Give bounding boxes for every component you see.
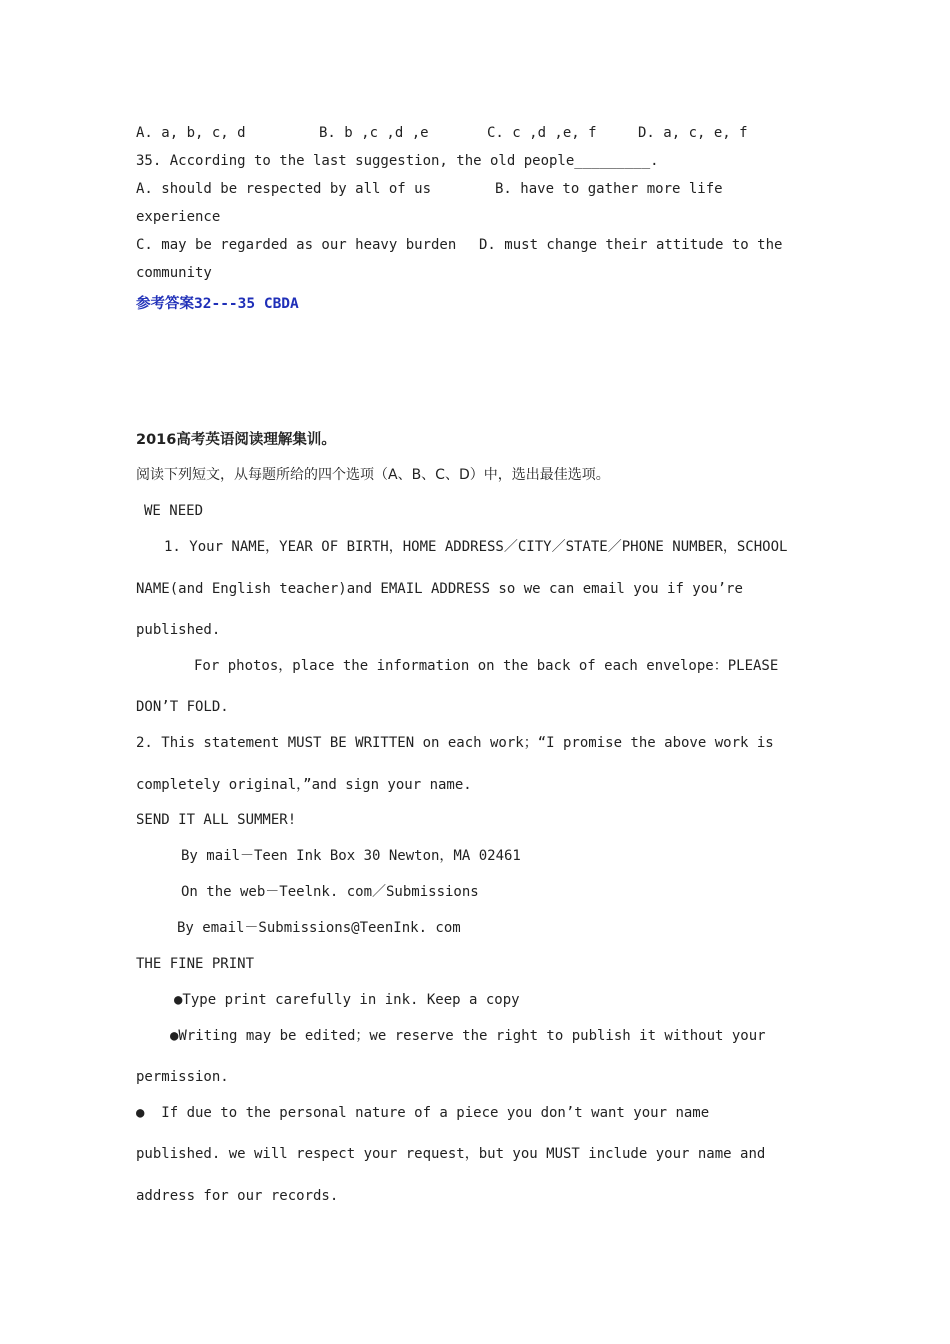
bullet-2-line1: ●Writing may be edited；we reserve the right to publish it without your (170, 1028, 766, 1044)
fine-print-heading: THE FINE PRINT (136, 956, 255, 972)
q35-stem: 35. According to the last suggestion, the old people_________. (136, 153, 659, 169)
bullet-3-line2: published. we will respect your request，but you MUST include your name and (136, 1146, 766, 1162)
answer-key: 参考答案32---35 CBDA (136, 296, 299, 312)
by-email: By email－Submissions@TeenInk. com (177, 920, 461, 936)
q35-option-b: B. have to gather more life (495, 181, 723, 197)
item1-line1: 1. Your NAME，YEAR OF BIRTH，HOME ADDRESS／CITY／STATE／PHONE NUMBER，SCHOOL (164, 539, 788, 555)
q35-option-d-cont: community (136, 265, 212, 281)
instruction: 阅读下列短文，从每题所给的四个选项（A、B、C、D）中，选出最佳选项。 (136, 467, 610, 483)
item2-line2: completely original，”and sign your name. (136, 777, 472, 793)
photos-line2: DON’T FOLD. (136, 699, 229, 715)
q35-option-d: D. must change their attitude to the (479, 237, 783, 253)
on-web: On the web－Teelnk. com／Submissions (181, 884, 479, 900)
bullet-2-line2: permission. (136, 1069, 229, 1085)
q34-option-a: A. a, b, c, d (136, 125, 246, 141)
section-title: 2016高考英语阅读理解集训。 (136, 432, 336, 448)
q34-option-b: B. b ,c ,d ,e (319, 125, 429, 141)
q34-option-d: D. a, c, e, f (638, 125, 748, 141)
item1-line3: published. (136, 622, 221, 638)
bullet-3-line3: address for our records. (136, 1188, 339, 1204)
passage-heading: WE NEED (144, 503, 204, 519)
item1-line2: NAME(and English teacher)and EMAIL ADDRESS so we can email you if you’re (136, 581, 743, 597)
bullet-1: ●Type print carefully in ink. Keep a copy (174, 992, 520, 1008)
q34-option-c: C. c ,d ,e, f (487, 125, 597, 141)
q35-option-b-cont: experience (136, 209, 221, 225)
bullet-3-line1: ● If due to the personal nature of a piece you don’t want your name (136, 1105, 710, 1121)
item2-line1: 2. This statement MUST BE WRITTEN on each work；“I promise the above work is (136, 735, 774, 751)
q35-option-a: A. should be respected by all of us (136, 181, 432, 197)
q35-option-c: C. may be regarded as our heavy burden (136, 237, 457, 253)
photos-line1: For photos，place the information on the back of each envelope：PLEASE (194, 658, 779, 674)
by-mail: By mail－Teen Ink Box 30 Newton，MA 02461 (181, 848, 521, 864)
send-heading: SEND IT ALL SUMMER! (136, 812, 297, 828)
